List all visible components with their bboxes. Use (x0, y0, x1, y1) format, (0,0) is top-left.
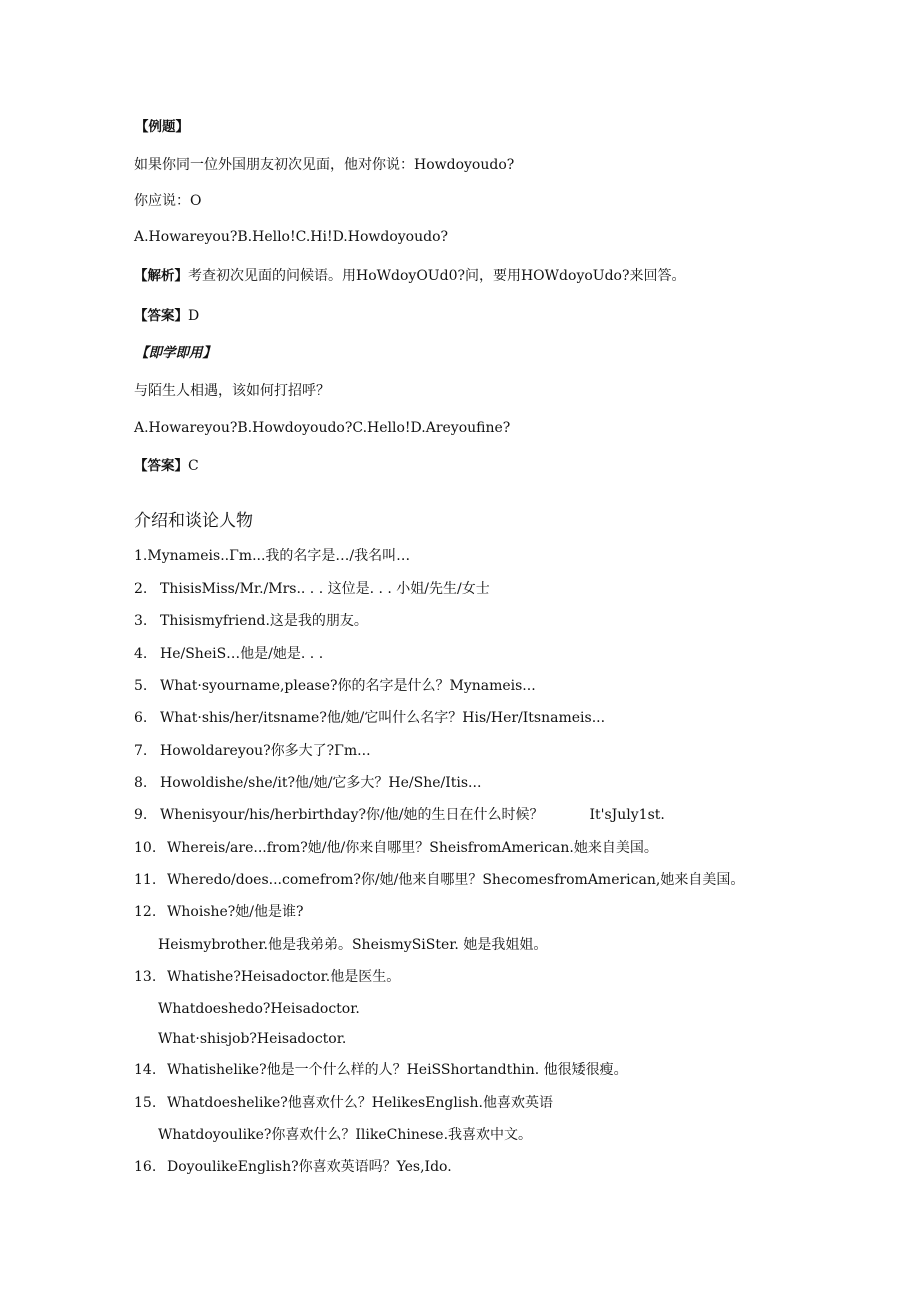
practice-answer-line (134, 457, 199, 475)
practice-question: 与陌生人相遇，该如何打招呼？ (134, 383, 330, 399)
analysis-line (134, 267, 685, 285)
list-item: 8. Howoldishe/she/it?他/她/它多大？He/She/Itis... (134, 775, 482, 791)
example-options: A.Howareyou?B.Hello!C.Hi!D.Howdoyoudo? (134, 229, 449, 245)
list-item: 1.Mynameis..Γm...我的名字是…/我名叫… (134, 548, 411, 564)
section-heading: 介绍和谈论人物 (134, 511, 253, 531)
analysis-tag: 【解析】 (134, 268, 188, 284)
list-item: Whatdoeshedo?Heisadoctor. (158, 1001, 360, 1017)
practice-answer: C (188, 458, 199, 474)
list-item: Whatdoyoulike?你喜欢什么？IlikeChinese.我喜欢中文。 (158, 1127, 533, 1143)
analysis-text: 考查初次见面的问候语。用HoWdoyOUd0?问，要用HOWdoyoUdo?来回答。 (188, 268, 686, 284)
list-item: 16. DoyoulikeEnglish?你喜欢英语吗？Yes,Ido. (134, 1159, 452, 1175)
list-item: 12. Whoishe?她/他是谁? (134, 904, 304, 920)
list-item: 11. Wheredo/does...comefrom?你/她/他来自哪里？ShecomesfromAmerican,她来自美国。 (134, 872, 745, 888)
list-item: 6. What·shis/her/itsname?他/她/它叫什么名字？His/Her/Itsnameis... (134, 710, 606, 726)
list-item: 10. Whereis/are...from?她/他/你来自哪里？SheisfromAmerican.她来自美国。 (134, 840, 658, 856)
practice-options: A.Howareyou?B.Howdoyoudo?C.Hello!D.Areyoufine? (134, 420, 511, 436)
example-prompt: 你应说：O (134, 193, 202, 209)
list-item: 3. Thisismyfriend.这是我的朋友。 (134, 613, 368, 629)
list-item: 14. Whatishelike?他是一个什么样的人？HeiSShortandthin. 他很矮很瘦。 (134, 1062, 628, 1078)
list-item: 7. Howoldareyou?你多大了?Γm... (134, 743, 371, 759)
list-item: 5. What·syourname,please?你的名字是什么？Mynameis... (134, 678, 536, 694)
list-item: 15. Whatdoeshelike?他喜欢什么？HelikesEnglish.他喜欢英语 (134, 1095, 553, 1111)
list-item: 2. ThisisMiss/Mr./Mrs.. . . 这位是. . . 小姐/先生/女士 (134, 581, 490, 597)
list-item: What·shisjob?Heisadoctor. (158, 1031, 347, 1047)
list-item: Heismybrother.他是我弟弟。SheismySiSter. 她是我姐姐。 (158, 937, 548, 953)
example-answer-tag: 【答案】 (134, 308, 188, 324)
example-answer-line (134, 307, 199, 325)
list-item: 13. Whatishe?Heisadoctor.他是医生。 (134, 969, 401, 985)
practice-tag: 【即学即用】 (135, 345, 216, 361)
list-item: 4. He/SheiS…他是/她是. . . (134, 646, 324, 662)
practice-answer-tag: 【答案】 (134, 458, 188, 474)
example-question: 如果你同一位外国朋友初次见面，他对你说：Howdoyoudo? (134, 157, 515, 173)
example-tag: 【例题】 (135, 119, 189, 135)
list-item: 9. Whenisyour/his/herbirthday?你/他/她的生日在什么时候？ It'sJuly1st. (134, 807, 665, 823)
example-answer: D (188, 308, 200, 324)
